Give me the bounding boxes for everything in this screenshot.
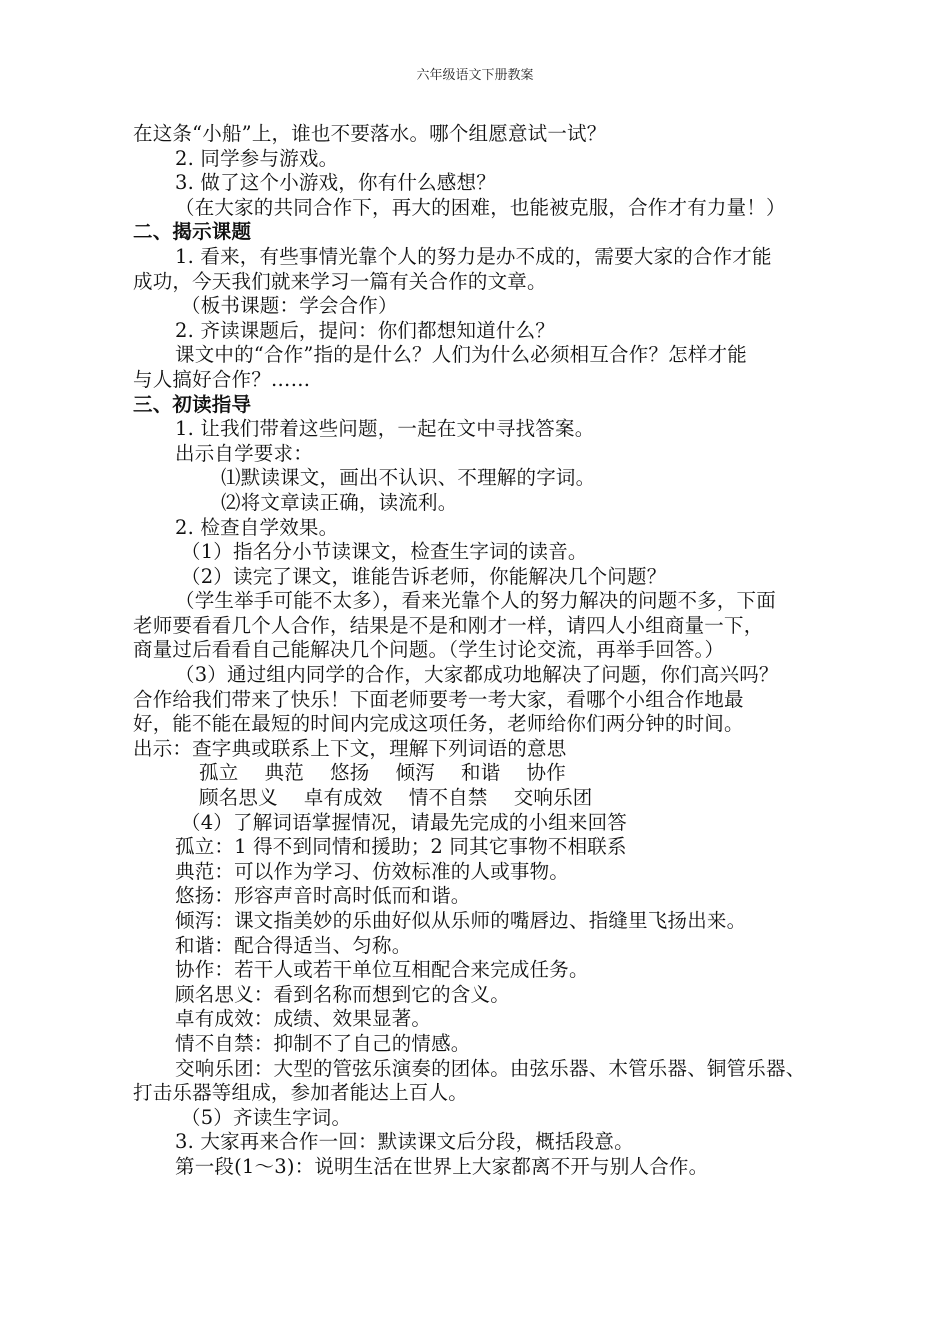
text-line: 成功，今天我们就来学习一篇有关合作的文章。 bbox=[133, 269, 547, 293]
text-line: 与人搞好合作？…… bbox=[133, 367, 311, 391]
text-line: 在这条“小船”上，谁也不要落水。哪个组愿意试一试？ bbox=[133, 122, 607, 145]
text-line: 典范：可以作为学习、仿效标准的人或事物。 bbox=[175, 859, 570, 883]
text-line: 2. 齐读课题后，提问：你们都想知道什么？ bbox=[175, 318, 556, 342]
text-line: （2）读完了课文，谁能告诉老师，你能解决几个问题？ bbox=[181, 564, 667, 588]
document-body bbox=[133, 122, 853, 1180]
text-line: （在大家的共同合作下，再大的困难，也能被克服，合作才有力量！） bbox=[175, 195, 786, 219]
text-line: 合作给我们带来了快乐！下面老师要考一考大家，看哪个小组合作地最 bbox=[133, 687, 744, 711]
text-line: 悠扬：形容声音时高时低而和谐。 bbox=[175, 884, 471, 908]
text-line: （5）齐读生字词。 bbox=[181, 1105, 352, 1129]
text-line: 第一段(1～3)：说明生活在世界上大家都离不开与别人合作。 bbox=[175, 1154, 709, 1178]
text-line: 和谐：配合得适当、匀称。 bbox=[175, 933, 412, 957]
text-line: 1. 让我们带着这些问题，一起在文中寻找答案。 bbox=[175, 417, 595, 441]
text-line: 3. 做了这个小游戏，你有什么感想？ bbox=[175, 171, 496, 195]
text-line: 2. 检查自学效果。 bbox=[175, 515, 339, 539]
text-line: 商量过后看看自己能解决几个问题。（学生讨论交流，再举手回答。） bbox=[133, 638, 725, 662]
text-line: 协作：若干人或若干单位互相配合来完成任务。 bbox=[175, 958, 589, 982]
text-line: 交响乐团：大型的管弦乐演奏的团体。由弦乐器、木管乐器、铜管乐器、 bbox=[175, 1056, 806, 1080]
text-line: 1. 看来，有些事情光靠个人的努力是办不成的，需要大家的合作才能 bbox=[175, 244, 772, 268]
section-heading: 三、初读指导 bbox=[133, 392, 252, 416]
text-line: 课文中的“合作”指的是什么？人们为什么必须相互合作？怎样才能 bbox=[175, 343, 747, 367]
text-line: （3）通过组内同学的合作，大家都成功地解决了问题，你们高兴吗？ bbox=[175, 663, 779, 687]
text-line: （4）了解词语掌握情况，请最先完成的小组来回答 bbox=[181, 810, 628, 834]
text-line: ⑴默读课文，画出不认识、不理解的字词。 bbox=[221, 466, 596, 490]
page-header: 六年级语文下册教案 bbox=[416, 68, 534, 83]
text-line: 顾名思义：看到名称而想到它的含义。 bbox=[175, 982, 510, 1006]
text-line: 出示自学要求： bbox=[175, 441, 313, 465]
section-heading: 二、揭示课题 bbox=[133, 220, 252, 244]
text-line: ⑵将文章读正确，读流利。 bbox=[221, 490, 458, 514]
text-line: 卓有成效：成绩、效果显著。 bbox=[175, 1007, 432, 1031]
text-line: （1）指名分小节读课文，检查生字词的读音。 bbox=[181, 540, 588, 564]
text-line: （学生举手可能不太多），看来光靠个人的努力解决的问题不多，下面 bbox=[175, 589, 776, 613]
text-line: 顾名思义 卓有成效 情不自禁 交响乐团 bbox=[199, 786, 593, 810]
text-line: 打击乐器等组成，参加者能达上百人。 bbox=[133, 1081, 468, 1105]
text-line: 出示：查字典或联系上下文，理解下列词语的意思 bbox=[133, 736, 567, 760]
text-line: 好，能不能在最短的时间内完成这项任务，老师给你们两分钟的时间。 bbox=[133, 712, 744, 736]
text-line: 倾泻：课文指美妙的乐曲好似从乐师的嘴唇边、指缝里飞扬出来。 bbox=[175, 909, 747, 932]
text-line: （板书课题：学会合作） bbox=[181, 294, 398, 318]
text-line: 情不自禁：抑制不了自己的情感。 bbox=[175, 1031, 471, 1055]
text-line: 3. 大家再来合作一回：默读课文后分段，概括段意。 bbox=[175, 1130, 634, 1154]
text-line: 孤立 典范 悠扬 倾泻 和谐 协作 bbox=[199, 761, 566, 785]
text-line: 老师要看看几个人合作，结果是不是和刚才一样，请四人小组商量一下， bbox=[133, 613, 764, 637]
text-line: 孤立：1 得不到同情和援助；2 同其它事物不相联系 bbox=[175, 835, 627, 859]
text-line: 2. 同学参与游戏。 bbox=[175, 146, 339, 170]
